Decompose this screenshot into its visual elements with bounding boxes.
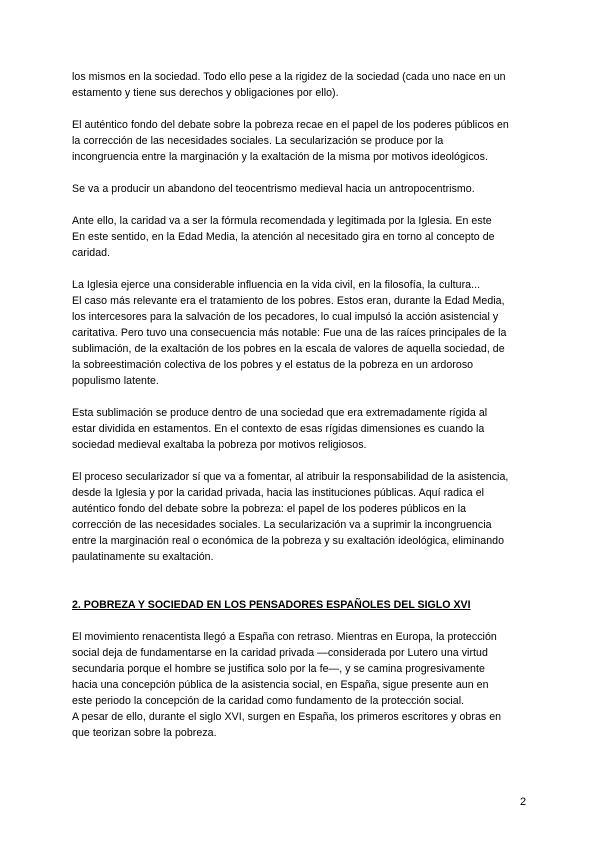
text-line: incongruencia entre la marginación y la exaltación de la misma por motivos ideológicos. bbox=[72, 151, 488, 163]
document-page bbox=[72, 69, 532, 741]
text-line: hacia una concepción pública de la asistencia social, en España, sigue presente aun en bbox=[72, 679, 489, 691]
paragraph bbox=[72, 69, 532, 101]
text-line: El auténtico fondo del debate sobre la pobreza recae en el papel de los poderes públicos en bbox=[72, 119, 509, 131]
text-line: populismo latente. bbox=[72, 375, 159, 387]
text-line: caridad. bbox=[72, 247, 111, 259]
paragraph bbox=[72, 405, 532, 453]
text-line: El caso más relevante era el tratamiento de los pobres. Estos eran, durante la Edad Media, bbox=[72, 295, 505, 307]
section-heading: 2. POBREZA Y SOCIEDAD EN LOS PENSADORES ESPAÑOLES DEL SIGLO XVI bbox=[72, 599, 471, 611]
text-line: En este sentido, en la Edad Media, la atención al necesitado gira en torno al concepto de bbox=[72, 231, 495, 243]
text-line: estar dividida en estamentos. En el contexto de esas rígidas dimensiones es cuando la bbox=[72, 423, 485, 435]
paragraph bbox=[72, 469, 532, 565]
text-line: El proceso secularizador sí que va a fomentar, al atribuir la responsabilidad de la asistencia, bbox=[72, 471, 509, 483]
text-line: desde la Iglesia y por la caridad privada, hacia las instituciones públicas. Aquí radica el bbox=[72, 487, 485, 499]
section-paragraph bbox=[72, 629, 532, 741]
text-line: La Iglesia ejerce una considerable influencia en la vida civil, en la filosofía, la cultura... bbox=[72, 279, 481, 291]
text-line: paulatinamente su exaltación. bbox=[72, 551, 214, 563]
text-line: este periodo la concepción de la caridad como fundamento de la protección social. bbox=[72, 695, 465, 707]
paragraph bbox=[72, 117, 532, 165]
text-line: Ante ello, la caridad va a ser la fórmula recomendada y legitimada por la Iglesia. En este bbox=[72, 215, 492, 227]
text-line: A pesar de ello, durante el siglo XVI, surgen en España, los primeros escritores y obras en bbox=[72, 711, 502, 723]
paragraph bbox=[72, 277, 532, 389]
text-line: El movimiento renacentista llegó a España con retraso. Mientras en Europa, la protección bbox=[72, 631, 497, 643]
text-line: la corrección de las necesidades sociales. La secularización se produce por la bbox=[72, 135, 444, 147]
page-number: 2 bbox=[520, 796, 527, 808]
text-line: la sobreestimación colectiva de los pobres y el estatus de la pobreza en un ardoroso bbox=[72, 359, 474, 371]
text-line: social deja de fundamentarse en la caridad privada —considerada por Lutero una virtud bbox=[72, 647, 488, 659]
text-line: los intercesores para la salvación de los pecadores, lo cual impulsó la acción asistencial y bbox=[72, 311, 499, 323]
text-line: que teorizan sobre la pobreza. bbox=[72, 727, 217, 739]
text-line: Esta sublimación se produce dentro de una sociedad que era extremadamente rígida al bbox=[72, 407, 488, 419]
text-line: secundaria porque el hombre se justifica solo por la fe—, y se camina progresivamente bbox=[72, 663, 485, 675]
text-line: estamento y tiene sus derechos y obligaciones por ello). bbox=[72, 87, 339, 99]
paragraph bbox=[72, 213, 532, 261]
text-line: caritativa. Pero tuvo una consecuencia más notable: Fue una de las raíces principales de la bbox=[72, 327, 507, 339]
text-line: los mismos en la sociedad. Todo ello pese a la rigidez de la sociedad (cada uno nace en un bbox=[72, 71, 506, 83]
text-line: sociedad medieval exaltaba la pobreza por motivos religiosos. bbox=[72, 439, 367, 451]
text-line: auténtico fondo del debate sobre la pobreza: el papel de los poderes públicos en la bbox=[72, 503, 467, 515]
text-line: entre la marginación real o económica de la pobreza y su exaltación ideológica, eliminando bbox=[72, 535, 505, 547]
text-line: Se va a producir un abandono del teocentrismo medieval hacia un antropocentrismo. bbox=[72, 183, 475, 195]
text-line: sublimación, de la exaltación de los pobres en la escala de valores de aquella sociedad, de bbox=[72, 343, 505, 355]
paragraph bbox=[72, 181, 532, 197]
text-line: corrección de las necesidades sociales. La secularización va a suprimir la incongruencia bbox=[72, 519, 492, 531]
